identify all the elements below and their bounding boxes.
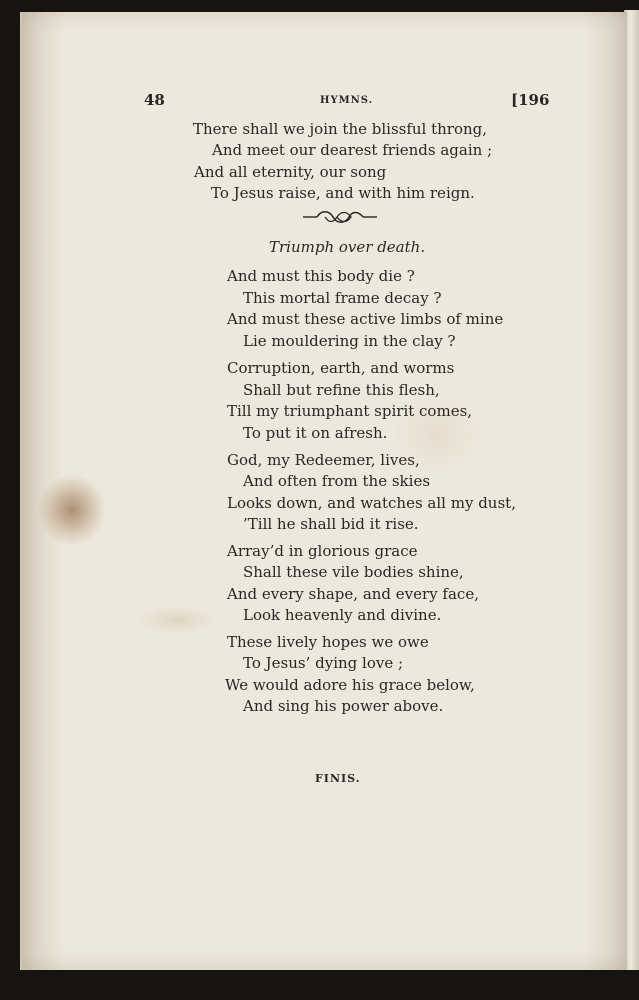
running-head: HYMNS. xyxy=(320,95,374,106)
hymn-title: Triumph over death. xyxy=(269,238,426,256)
stanza-line: Till my triumphant spirit comes, xyxy=(227,402,473,420)
stanza-line: This mortal frame decay ? xyxy=(243,289,442,307)
stanza-line: And every shape, and every face, xyxy=(227,585,479,603)
stanza-line: Look heavenly and divine. xyxy=(243,606,442,624)
page xyxy=(20,12,627,970)
stanza-line: Lie mouldering in the clay ? xyxy=(243,332,456,350)
stanza-line: God, my Redeemer, lives, xyxy=(227,451,420,469)
stanza-line: To Jesus’ dying love ; xyxy=(243,654,404,672)
bracket-mark: [ xyxy=(511,91,519,109)
stanza-line: To put it on afresh. xyxy=(243,424,388,442)
previous-hymn-line: To Jesus raise, and with him reign. xyxy=(211,184,475,202)
stanza-line: And must these active limbs of mine xyxy=(227,310,504,328)
stanza-line: ’Till he shall bid it rise. xyxy=(243,515,419,533)
stanza-line: Array’d in glorious grace xyxy=(227,542,418,560)
previous-hymn-line: And all eternity, our song xyxy=(194,163,387,181)
previous-hymn-line: And meet our dearest friends again ; xyxy=(212,141,493,159)
previous-hymn-line: There shall we join the blissful throng, xyxy=(193,120,488,138)
stanza-line: Shall these vile bodies shine, xyxy=(243,563,464,581)
page-number: 48 xyxy=(144,91,165,109)
stanza-line: Corruption, earth, and worms xyxy=(227,359,455,377)
stanza-line: And must this body die ? xyxy=(227,267,415,285)
finis-mark: FINIS. xyxy=(315,772,361,785)
ornament-divider-icon xyxy=(303,209,377,225)
stanza-line: And sing his power above. xyxy=(243,697,444,715)
stanza-line: And often from the skies xyxy=(243,472,431,490)
hymn-number-value: 196 xyxy=(518,91,550,109)
stanza-line: Shall but refine this flesh, xyxy=(243,381,440,399)
stanza-line: We would adore his grace below, xyxy=(225,676,475,694)
hymn-number xyxy=(511,91,549,109)
stanza-line: Looks down, and watches all my dust, xyxy=(227,494,516,512)
stanza-line: These lively hopes we owe xyxy=(227,633,429,651)
